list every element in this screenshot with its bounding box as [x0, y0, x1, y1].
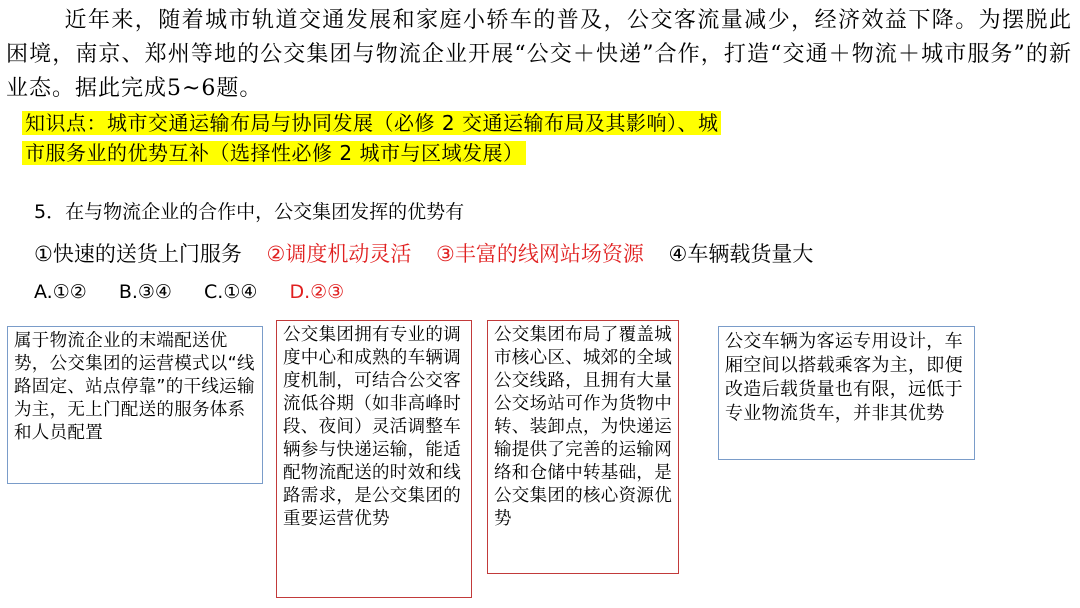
knowledge-line-2: 市服务业的优势互补（选择性必修 2 城市与区域发展）: [22, 141, 526, 165]
explanation-box-4: 公交车辆为客运专用设计，车厢空间以搭载乘客为主，即便改造后载货量也有限，远低于专业物流货车，并非其优势: [718, 326, 975, 460]
passage-text: 近年来，随着城市轨道交通发展和家庭小轿车的普及，公交客流量减少，经济效益下降。为摆脱此困境，南京、郑州等地的公交集团与物流企业开展“公交＋快递”合作，打造“交通＋物流＋城市服务”的新业态。据此完成5~6题。: [6, 8, 1072, 101]
choice-b: B.③④: [118, 281, 172, 303]
choice-d: D.②③: [289, 281, 345, 303]
explanation-box-3: 公交集团布局了覆盖城市核心区、城郊的全域公交线路，且拥有大量公交场站可作为货物中转、装卸点，为快递运输提供了完善的运输网络和仓储中转基础，是公交集团的核心资源优势: [487, 320, 679, 574]
question-5: 5．在与物流企业的合作中，公交集团发挥的优势有: [34, 201, 465, 223]
option-2: ②调度机动灵活: [266, 242, 412, 266]
option-1: ①快速的送货上门服务: [34, 242, 242, 266]
knowledge-points: [22, 108, 721, 168]
explanation-box-1: 属于物流企业的末端配送优势，公交集团的运营模式以“线路固定、站点停靠”的干线运输为主，无上门配送的服务体系和人员配置: [7, 326, 263, 484]
statement-options: [34, 238, 831, 268]
knowledge-line-1: 知识点：城市交通运输布局与协同发展（必修 2 交通运输布局及其影响）、城: [22, 111, 721, 135]
passage: [6, 4, 1072, 106]
option-4: ④车辆载货量大: [668, 242, 814, 266]
answer-choices: [34, 281, 370, 303]
option-3: ③丰富的线网站场资源: [436, 242, 644, 266]
explanation-box-2: 公交集团拥有专业的调度中心和成熟的车辆调度机制，可结合公交客流低谷期（如非高峰时段、夜间）灵活调整车辆参与快递运输，能适配物流配送的时效和线路需求，是公交集团的重要运营优势: [276, 320, 472, 598]
choice-c: C.①④: [204, 281, 258, 303]
choice-a: A.①②: [34, 281, 87, 303]
